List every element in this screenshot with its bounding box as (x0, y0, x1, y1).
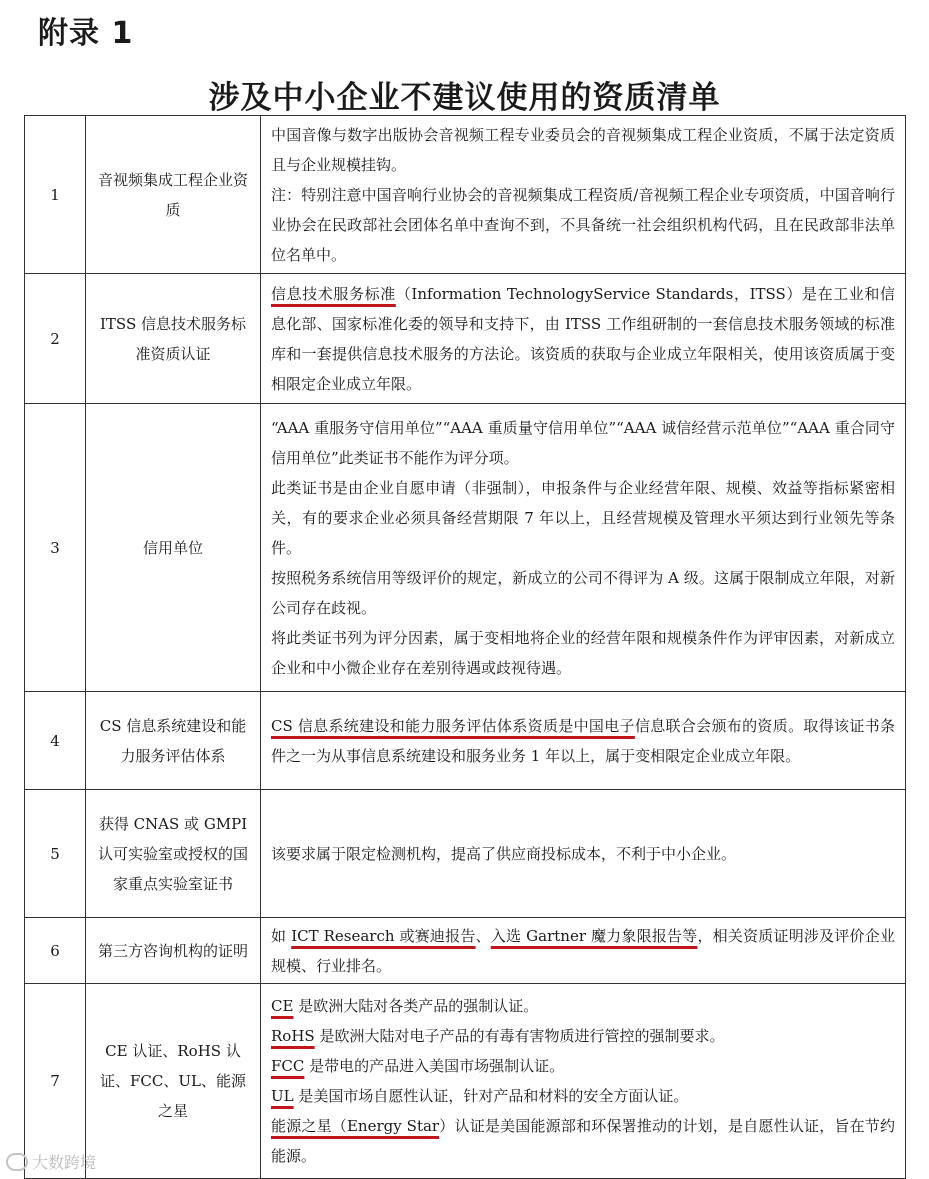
qualification-description (261, 984, 906, 1179)
table-row (25, 692, 906, 790)
description-paragraph (271, 623, 895, 683)
text-segment: 信息联合会颁布的资质。取得该证书条件之一为从事信息系统建设和服务业务 1 年以上，属于变相限定企业成立年限。 (271, 716, 895, 765)
text-segment: 是欧洲大陆对各类产品的强制认证。 (293, 997, 539, 1015)
qualification-description (261, 918, 906, 984)
underlined-text: CE (271, 997, 294, 1015)
description-paragraph (271, 921, 895, 981)
description-paragraph (271, 413, 895, 473)
watermark (6, 1150, 96, 1173)
underlined-text: CS 信息系统建设和能力服务评估体系资质是中国电子 (271, 716, 635, 735)
underlined-text: FCC (271, 1057, 305, 1075)
underlined-text: RoHS (271, 1027, 315, 1045)
text-segment: 中国音像与数字出版协会音视频工程专业委员会的音视频集成工程企业资质，不属于法定资质且与企业规模挂钩。 (271, 125, 895, 174)
text-segment: ）认证是美国能源部和环保署推动的计划，是自愿性认证，旨在节约能源。 (271, 1117, 895, 1165)
table-row (25, 116, 906, 274)
text-segment: 是带电的产品进入美国市场强制认证。 (304, 1057, 565, 1075)
row-number: 5 (25, 790, 86, 918)
table-row (25, 274, 906, 404)
text-segment: “AAA 重服务守信用单位”“AAA 重质量守信用单位”“AAA 诚信经营示范单位”“AAA 重合同守信用单位”此类证书不能作为评分项。 (271, 418, 895, 467)
qualification-name: 获得 CNAS 或 GMPI 认可实验室或授权的国家重点实验室证书 (86, 790, 261, 918)
qualification-name: 第三方咨询机构的证明 (86, 918, 261, 984)
row-number: 1 (25, 116, 86, 274)
description-paragraph (271, 1051, 895, 1081)
underlined-text: 能源之星（Energy Star (271, 1117, 440, 1135)
text-segment: 此类证书是由企业自愿申请（非强制），申报条件与企业经营年限、规模、效益等指标紧密相关，有的要求企业必须具备经营期限 7 年以上，且经营规模及管理水平须达到行业领先等条件。 (271, 478, 895, 557)
row-number: 2 (25, 274, 86, 404)
document-title: 涉及中小企业不建议使用的资质清单 (208, 80, 721, 116)
qualification-name: CE 认证、RoHS 认证、FCC、UL、能源之星 (86, 984, 261, 1179)
row-number: 6 (25, 918, 86, 984)
description-paragraph (271, 1081, 895, 1111)
qualification-description (261, 790, 906, 918)
row-number: 4 (25, 692, 86, 790)
description-paragraph (271, 279, 895, 399)
text-segment: ，相关资质证明涉及评价企业规模、行业排名。 (271, 926, 895, 975)
description-paragraph (271, 991, 895, 1021)
qualification-table-body (25, 116, 906, 1179)
row-number: 7 (25, 984, 86, 1179)
description-paragraph (271, 711, 895, 771)
text-segment: （Information TechnologyService Standards，ITSS）是在工业和信息化部、国家标准化委的领导和支持下，由 ITSS 工作组研制的一套信息技术服务领域的标准库和一套提供信息技术服务的方法论。该资质的获取与企业成立年限相关，使用该资质属于变相限定企业成立年限。 (271, 284, 895, 393)
qualification-name: 信用单位 (86, 404, 261, 692)
qualification-description (261, 274, 906, 404)
text-segment: 注：特别注意中国音响行业协会的音视频集成工程资质/音视频工程企业专项资质，中国音响行业协会在民政部社会团体名单中查询不到，不具备统一社会组织机构代码，且在民政部非法单位名单中。 (271, 185, 895, 264)
description-paragraph (271, 563, 895, 623)
description-paragraph (271, 180, 895, 270)
table-row (25, 404, 906, 692)
underlined-text: ICT Research 或赛迪报告 (291, 926, 476, 945)
description-paragraph (271, 1111, 895, 1171)
text-segment: 按照税务系统信用等级评价的规定，新成立的公司不得评为 A 级。这属于限制成立年限，对新公司存在歧视。 (271, 568, 895, 617)
description-paragraph (271, 839, 895, 869)
description-paragraph (271, 1021, 895, 1051)
appendix-label: 附录 1 (38, 16, 134, 51)
watermark-text: 大数跨境 (32, 1153, 97, 1172)
text-segment: 将此类证书列为评分因素，属于变相地将企业的经营年限和规模条件作为评审因素，对新成立企业和中小微企业存在差别待遇或歧视待遇。 (271, 628, 895, 677)
qualification-description (261, 404, 906, 692)
row-number: 3 (25, 404, 86, 692)
qualification-name: 音视频集成工程企业资质 (86, 116, 261, 274)
text-segment: 是欧洲大陆对电子产品的有毒有害物质进行管控的强制要求。 (314, 1027, 725, 1045)
qualification-description (261, 116, 906, 274)
qualification-table (24, 115, 906, 1179)
table-row (25, 790, 906, 918)
qualification-name: CS 信息系统建设和能力服务评估体系 (86, 692, 261, 790)
text-segment: 该要求属于限定检测机构，提高了供应商投标成本，不利于中小企业。 (271, 844, 737, 863)
table-row (25, 918, 906, 984)
text-segment: 如 (271, 926, 292, 945)
description-paragraph (271, 473, 895, 563)
description-paragraph (271, 120, 895, 180)
underlined-text: 入选 Gartner 魔力象限报告等 (490, 926, 698, 945)
qualification-name: ITSS 信息技术服务标准资质认证 (86, 274, 261, 404)
table-row (25, 984, 906, 1179)
underlined-text: UL (271, 1087, 294, 1105)
text-segment: 是美国市场自愿性认证，针对产品和材料的安全方面认证。 (293, 1087, 689, 1105)
text-segment: 、 (475, 926, 491, 945)
underlined-text: 信息技术服务标准 (271, 284, 396, 303)
watermark-logo-icon (6, 1153, 28, 1171)
qualification-description (261, 692, 906, 790)
